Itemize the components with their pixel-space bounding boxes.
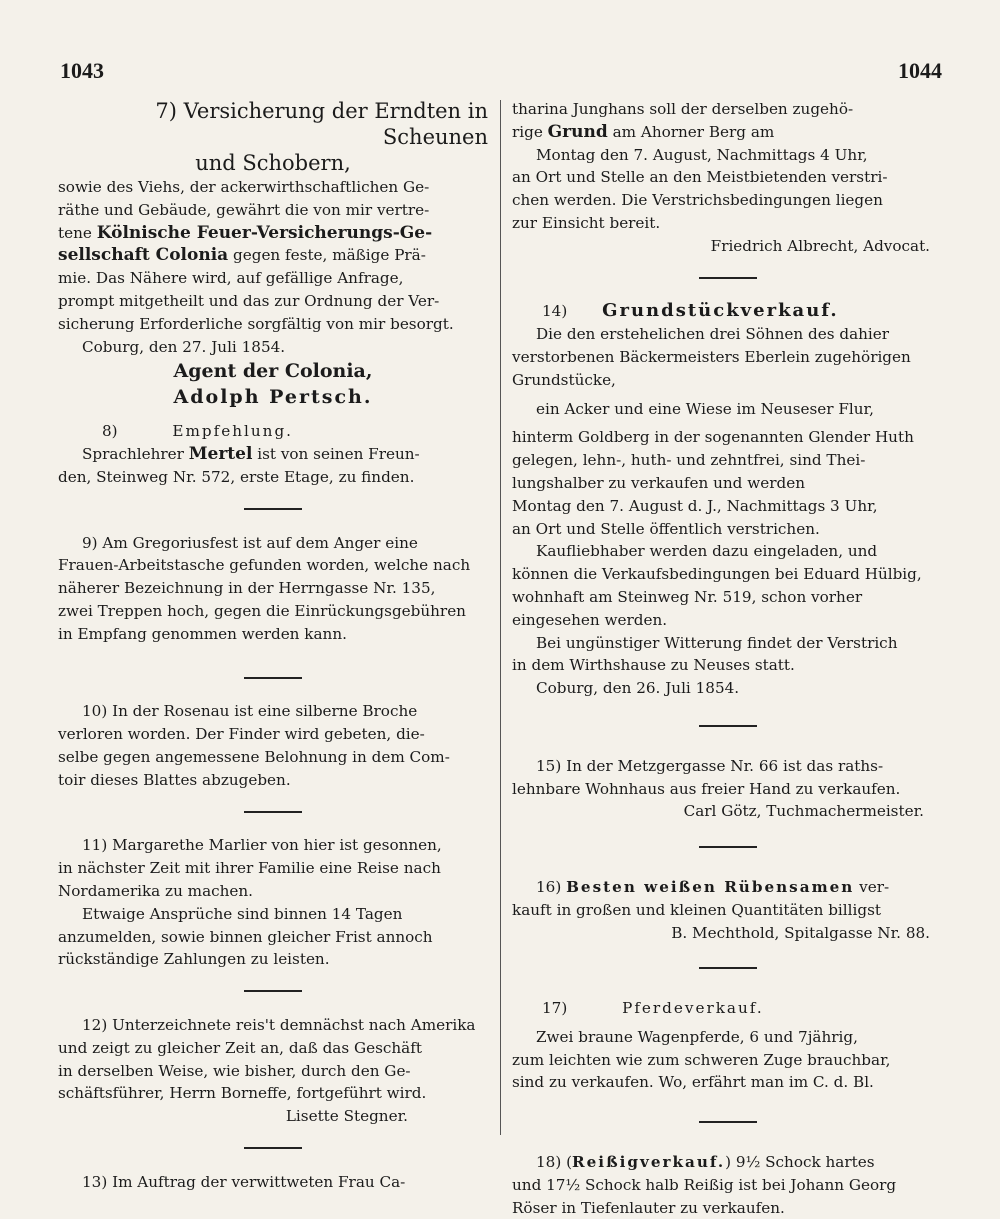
text: gegen feste, mäßige Prä-	[233, 246, 426, 265]
ad-14-line: in dem Wirthshause zu Neuses statt.	[512, 656, 795, 675]
ad-16	[512, 870, 944, 944]
separator	[512, 1110, 944, 1133]
ad-12-line: schäftsführer, Herrn Borneffe, fortgeführt wird.	[58, 1084, 427, 1103]
text: am Ahorner Berg am	[612, 122, 775, 141]
ad-17-number: 17)	[542, 999, 568, 1018]
separator	[512, 835, 944, 858]
ad-17-line: Zwei braune Wagenpferde, 6 und 7jährig,	[536, 1027, 858, 1046]
ad-9-line: Frauen-Arbeitstasche gefunden worden, welche nach	[58, 556, 471, 575]
separator	[512, 956, 944, 979]
separator	[58, 979, 488, 1002]
ad-14-title: Grundstückverkauf.	[602, 300, 839, 322]
ad-16-product: Besten weißen Rübensamen	[566, 877, 855, 896]
ad-14-line: eingesehen werden.	[512, 610, 668, 629]
ad-10-line: 10) In der Rosenau ist eine silberne Broche	[82, 702, 418, 721]
separator	[58, 666, 488, 689]
ad-9-line: zwei Treppen hoch, gegen die Einrückungsgebühren	[58, 601, 466, 620]
ad-16-signature: B. Mechthold, Spitalgasse Nr. 88.	[671, 923, 930, 942]
ad-14-number: 14)	[542, 302, 568, 321]
ad-14-line: an Ort und Stelle öffentlich verstrichen.	[512, 519, 820, 538]
separator	[58, 800, 488, 823]
ad-8-line: den, Steinweg Nr. 572, erste Etage, zu finden.	[58, 467, 415, 486]
ad-9-line: 9) Am Gregoriusfest ist auf dem Anger eine	[82, 533, 418, 552]
ad-14-line: verstorbenen Bäckermeisters Eberlein zugehörigen	[512, 347, 911, 366]
ad-18-line: Röser in Tiefenlauter zu verkaufen.	[512, 1198, 785, 1217]
ad-14-line: können die Verkaufsbedingungen bei Eduard Hülbig,	[512, 565, 922, 584]
ad-15	[512, 749, 944, 823]
ad-13-line: tharina Junghans soll der derselben zugehö-	[512, 100, 854, 118]
ad-7-signature-name: Adolph Pertsch.	[173, 386, 373, 409]
text: ist von seinen Freun-	[257, 445, 420, 464]
ad-11-line: in nächster Zeit mit ihrer Familie eine Reise nach	[58, 859, 441, 878]
ad-7-date: Coburg, den 27. Juli 1854.	[82, 337, 286, 356]
ad-16-line	[512, 876, 944, 899]
ad-10	[58, 700, 488, 791]
text: ) 9½ Schock hartes	[725, 1153, 875, 1172]
ad-7-line: sicherung Erforderliche sorgfältig von mir besorgt.	[58, 314, 454, 333]
ad-18-line: und 17½ Schock halb Reißig ist bei Johann Georg	[512, 1175, 897, 1194]
ad-16-line: kauft in großen und kleinen Quantitäten billigst	[512, 900, 881, 919]
ad-14-line: Die den erstehelichen drei Söhnen des dahier	[536, 325, 890, 344]
page-number-right: 1044	[898, 58, 942, 83]
text: tene	[58, 223, 92, 242]
ad-11-line: rückständige Zahlungen zu leisten.	[58, 950, 330, 969]
company-name: Kölnische Feuer-Versicherungs-Ge-	[96, 222, 433, 243]
ad-14-line: Montag den 7. August d. J., Nachmittags 3 Uhr,	[512, 496, 878, 515]
ad-7-line: räthe und Gebäude, gewährt die von mir vertre-	[58, 200, 430, 219]
ad-13-line: an Ort und Stelle an den Meistbietenden verstri-	[512, 168, 888, 187]
ad-18-title: Reißigverkauf.	[572, 1153, 726, 1172]
ad-12-line: 12) Unterzeichnete reis't demnächst nach Amerika	[82, 1015, 476, 1034]
ad-14-line: Bei ungünstiger Witterung findet der Verstrich	[536, 633, 898, 652]
page-number-left: 1043	[60, 58, 104, 83]
ad-12-line: in derselben Weise, wie bisher, durch den Ge-	[58, 1061, 411, 1080]
ad-18-number: 18) (	[536, 1153, 573, 1172]
left-column	[58, 98, 488, 1193]
ad-14-line: wohnhaft am Steinweg Nr. 519, schon vorher	[512, 587, 863, 606]
ad-14-heading	[512, 300, 944, 323]
ad-12-line: und zeigt zu gleicher Zeit an, daß das Geschäft	[58, 1038, 422, 1057]
ad-11-line: Etwaige Ansprüche sind binnen 14 Tagen	[82, 904, 403, 923]
ad-17-line: sind zu verkaufen. Wo, erfährt man im C. d. Bl.	[512, 1073, 874, 1092]
ad-11	[58, 834, 488, 971]
ad-10-line: toir dieses Blattes abzugeben.	[58, 770, 291, 789]
ad-7-line	[58, 222, 488, 245]
ad-8	[58, 420, 488, 488]
ad-12-signature: Lisette Stegner.	[285, 1107, 408, 1126]
ad-18-line	[512, 1151, 944, 1174]
ad-13-line: 13) Im Auftrag der verwittweten Frau Ca-	[82, 1172, 406, 1191]
separator	[58, 1136, 488, 1159]
separator	[512, 266, 944, 289]
ad-11-line: 11) Margarethe Marlier von hier ist gesonnen,	[82, 836, 442, 855]
right-column	[512, 98, 944, 1219]
ad-16-number: 16)	[536, 877, 562, 896]
ad-15-line: 15) In der Metzgergasse Nr. 66 ist das raths-	[536, 756, 884, 775]
ad-7-line	[58, 244, 488, 267]
ad-10-line: selbe gegen angemessene Belohnung in dem Com-	[58, 747, 450, 766]
text: ver-	[859, 877, 890, 896]
text: rige	[512, 122, 543, 141]
person-name: Mertel	[188, 444, 253, 465]
ad-8-heading	[58, 420, 488, 443]
ad-14-line: lungshalber zu verkaufen und werden	[512, 473, 805, 492]
ad-17-heading	[512, 997, 944, 1020]
ad-13	[58, 1171, 488, 1194]
ad-14-line: ein Acker und eine Wiese im Neuseser Flur,	[536, 399, 874, 418]
ad-8-line	[58, 443, 488, 466]
ad-15-line: lehnbare Wohnhaus aus freier Hand zu verkaufen.	[512, 779, 901, 798]
ad-17-title: Pferdeverkauf.	[622, 999, 764, 1018]
ad-13-line: zur Einsicht bereit.	[512, 213, 661, 232]
ad-13-signature: Friedrich Albrecht, Advocat.	[710, 236, 930, 255]
ad-7-line: sowie des Viehs, der ackerwirthschaftlichen Ge-	[58, 178, 430, 196]
separator	[512, 714, 944, 737]
ad-9-line: in Empfang genommen werden kann.	[58, 624, 347, 643]
ad-14	[512, 300, 944, 700]
ad-17-line: zum leichten wie zum schweren Zuge brauchbar,	[512, 1050, 891, 1069]
ad-10-line: verloren worden. Der Finder wird gebeten, die-	[58, 725, 425, 744]
company-name: sellschaft Colonia	[58, 245, 229, 266]
ad-17	[512, 991, 944, 1094]
ad-14-line: Kaufliebhaber werden dazu eingeladen, und	[536, 542, 878, 561]
ad-7-title-line1: 7) Versicherung der Erndten in Scheunen	[155, 99, 488, 149]
separator	[58, 497, 488, 520]
ad-9-line: näherer Bezeichnung in der Herrngasse Nr. 135,	[58, 579, 436, 598]
ad-7	[58, 98, 488, 410]
ad-9	[58, 532, 488, 646]
ad-12	[58, 1014, 488, 1128]
ad-7-line: mie. Das Nähere wird, auf gefällige Anfrage,	[58, 269, 404, 288]
ad-7-signature-title: Agent der Colonia,	[173, 360, 373, 383]
ad-18	[512, 1145, 944, 1219]
ad-7-title-line2: und Schobern,	[195, 151, 351, 175]
ad-7-line: prompt mitgetheilt und das zur Ordnung der Ver-	[58, 291, 440, 310]
ad-13-line: Montag den 7. August, Nachmittags 4 Uhr,	[536, 145, 868, 164]
ad-13-continued	[512, 98, 944, 258]
ad-8-title: Empfehlung.	[172, 422, 293, 441]
ad-15-signature: Carl Götz, Tuchmachermeister.	[683, 802, 924, 821]
ad-11-line: anzumelden, sowie binnen gleicher Frist annoch	[58, 927, 433, 946]
ad-13-line	[512, 121, 944, 144]
ad-14-date: Coburg, den 26. Juli 1854.	[536, 679, 740, 698]
ad-8-number: 8)	[102, 422, 118, 441]
ad-14-line: Grundstücke,	[512, 370, 616, 389]
ad-13-line: chen werden. Die Verstrichsbedingungen liegen	[512, 191, 883, 210]
emphasis-word: Grund	[547, 121, 608, 142]
ad-14-line: hinterm Goldberg in der sogenannten Glender Huth	[512, 428, 914, 447]
text: Sprachlehrer	[82, 445, 184, 464]
ad-14-line: gelegen, lehn-, huth- und zehntfrei, sind Thei-	[512, 451, 866, 470]
column-divider	[500, 100, 501, 1135]
ad-11-line: Nordamerika zu machen.	[58, 881, 254, 900]
